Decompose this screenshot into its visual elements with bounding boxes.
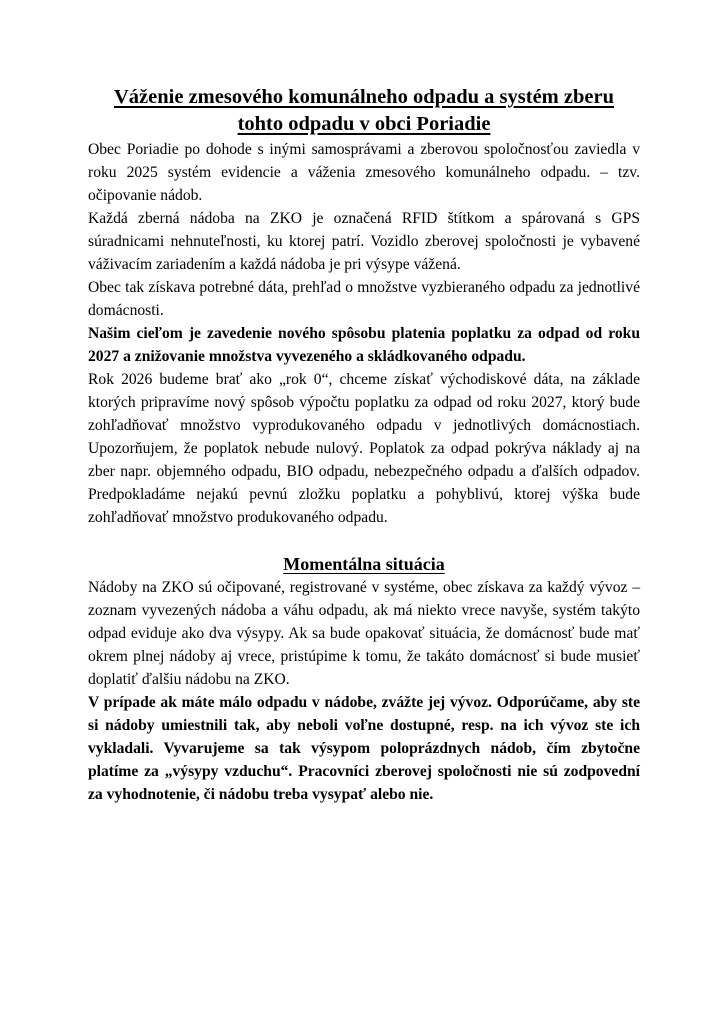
- section-title: [88, 552, 640, 576]
- paragraph-year-zero: Rok 2026 budeme brať ako „rok 0“, chceme získať východiskové dáta, na základe ktorých pripravíme nový spôsob výpočtu poplatku za odpad od roku 2027, ktorý bude zohľadňovať množstvo vyprodukovaného odpadu v jednotlivých domácnostiach. Upozorňujem, že poplatok nebude nulový. Poplatok za odpad pokrýva náklady aj na zber napr. objemného odpadu, BIO odpadu, nebezpečného odpadu a ďalších odpadov. Predpokladáme nejakú pevnú zložku poplatku a pohyblivú, ktorej výška bude zohľadňovať množstvo produkovaného odpadu.: [88, 371, 640, 526]
- paragraph-intro: Obec Poriadie po dohode s inými samosprávami a zberovou spoločnosťou zaviedla v roku 2025 systém evidencie a váženia zmesového komunálneho odpadu. – tzv. očipovanie nádob.: [88, 141, 640, 204]
- title-line-2: tohto odpadu v obci Poriadie: [237, 113, 491, 135]
- paragraph-data: Obec tak získava potrebné dáta, prehľad o množstve vyzbieraného odpadu za jednotlivé domácnosti.: [88, 279, 640, 319]
- title-line-1: Váženie zmesového komunálneho odpadu a systém zberu: [114, 86, 614, 108]
- paragraph-recommendation-text: V prípade ak máte málo odpadu v nádobe, zvážte jej vývoz. Odporúčame, aby ste si nádoby umiestnili tak, aby neboli voľne dostupné, resp. na ich vývoz ste ich vykladali. Vyvarujeme sa tak výsypom poloprázdnych nádob, čím zbytočne platíme za „výsypy vzduchu“. Pracovníci zberovej spoločnosti nie sú zodpovední za vyhodnotenie, či nádobu treba vysypať alebo nie.: [88, 694, 640, 803]
- paragraph-rfid: Každá zberná nádoba na ZKO je označená RFID štítkom a spárovaná s GPS súradnicami nehnuteľnosti, ku ktorej patrí. Vozidlo zberovej spoločnosti je vybavené váživacím zariadením a každá nádoba je pri výsype vážená.: [88, 210, 640, 273]
- document-title: [88, 84, 640, 138]
- paragraph-recommendation: [88, 691, 640, 806]
- section-title-text: Momentálna situácia: [283, 554, 445, 574]
- paragraph-goal: Našim cieľom je zavedenie nového spôsobu platenia poplatku za odpad od roku 2027 a znižovanie množstva vyvezeného a skládkovaného odpadu.: [88, 325, 640, 365]
- paragraph-current-situation: Nádoby na ZKO sú očipované, registrované v systéme, obec získava za každý vývoz – zoznam vyvezených nádoba a váhu odpadu, ak má niekto vrece navyše, systém takýto odpad eviduje ako dva výsypy. Ak sa bude opakovať situácia, že domácnosť bude mať okrem plnej nádoby aj vrece, pristúpime k tomu, že takáto domácnosť si bude musieť doplatiť ďalšiu nádobu na ZKO.: [88, 579, 640, 688]
- document-page: [88, 84, 640, 806]
